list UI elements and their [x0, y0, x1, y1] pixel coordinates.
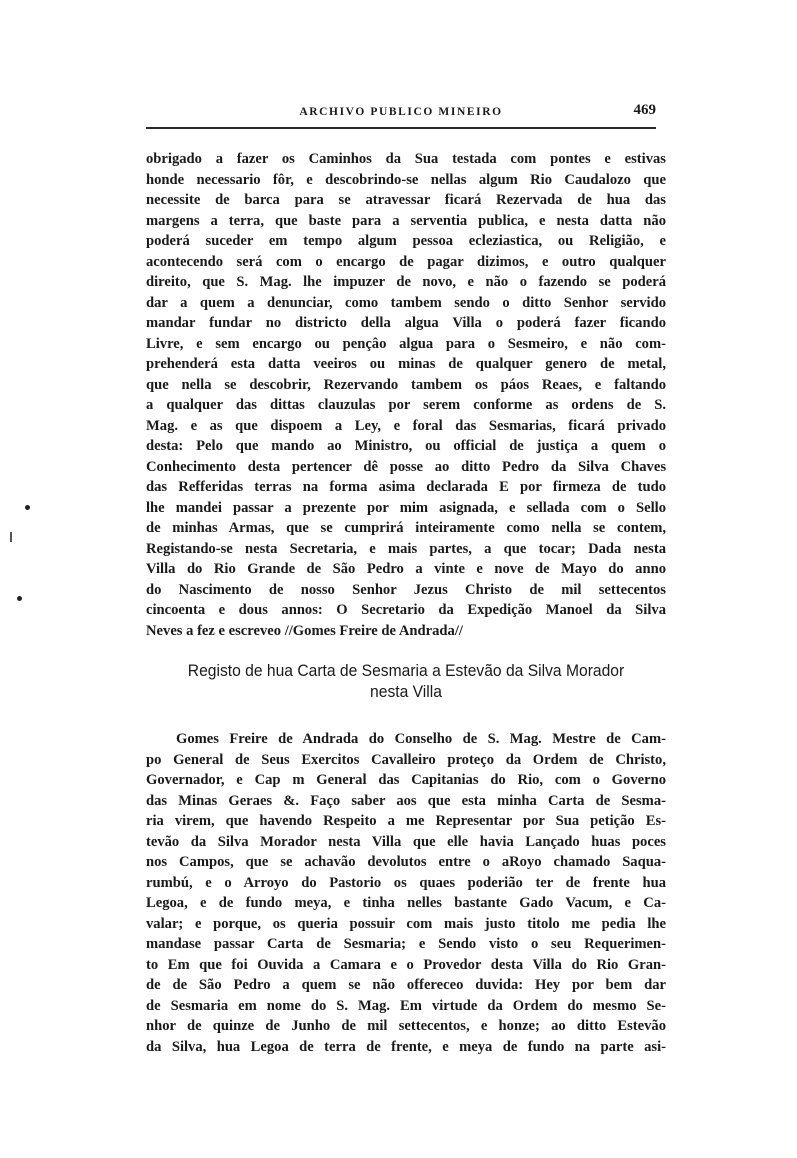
paragraph-2-line: Gomes Freire de Andrada do Conselho de S. Mag. Mestre de Cam- [176, 731, 666, 747]
paragraph-2-line: da Silva, hua Legoa de terra de frente, e meya de fundo na parte asi- [146, 1038, 666, 1055]
margin-speck [17, 596, 22, 601]
paragraph-1-line: lhe mandei passar a prezente por mim asignada, e sellada com o Sello [146, 499, 666, 516]
paragraph-1-line: de minhas Armas, que se cumprirá inteiramente como nella se contem, [146, 520, 666, 536]
paragraph-2-line: to Em que foi Ouvida a Camara e o Provedor desta Villa do Rio Gran- [146, 956, 666, 973]
paragraph-1-line: poderá suceder em tempo algum pessoa ecleziastica, ou Religião, e [146, 233, 666, 249]
header-rule [146, 127, 656, 129]
paragraph-2-line: nhor de quinze de Junho de mil settecentos, e honze; ao ditto Estevão [146, 1018, 666, 1034]
page-number: 469 [633, 102, 656, 118]
paragraph-2-line: Governador, e Cap m General das Capitanias do Rio, com o Governo [146, 772, 666, 788]
paragraph-2-line: ria virem, que havendo Respeito a me Representar por Sua petição Es- [146, 813, 666, 829]
paragraph-2-line: Legoa, e de fundo meya, e tinha nelles bastante Gado Vacum, e Ca- [146, 895, 666, 911]
paragraph-2-line: de de São Pedro a quem se não offereceo duvida: Hey por bem dar [146, 977, 666, 993]
paragraph-1-line: direito, que S. Mag. lhe impuzer de novo, e não o fazendo se poderá [146, 274, 666, 290]
section-title-line: Registo de hua Carta de Sesmaria a Estevão da Silva Morador [187, 661, 625, 680]
paragraph-2 [146, 729, 666, 1057]
paragraph-1-line: Mag. e as que dispoem a Ley, e foral das Sesmarias, ficará privado [146, 417, 666, 434]
paragraph-1-line: prehenderá esta datta veeiros ou minas de qualquer genero de metal, [146, 356, 666, 372]
paragraph-1-line: Livre, e sem encargo ou pençâo algua para o Sesmeiro, e não com- [146, 335, 666, 352]
paragraph-2-line: das Minas Geraes &. Faço saber aos que esta minha Carta de Sesma- [146, 792, 666, 809]
margin-mark [10, 532, 12, 542]
paragraph-1-line: Conhecimento desta pertencer dê posse ao ditto Pedro da Silva Chaves [146, 458, 666, 475]
paragraph-1-line: que nella se descobrir, Rezervando tambem os páos Reaes, e faltando [146, 376, 666, 393]
paragraph-2-line: de Sesmaria em nome do S. Mag. Em virtude da Ordem do mesmo Se- [146, 997, 666, 1014]
paragraph-1-line: das Refferidas terras na forma asima declarada E por firmeza de tudo [146, 479, 666, 495]
paragraph-2-line: valar; e porque, os queria possuir com mais justo titolo me pedia lhe [146, 915, 666, 932]
section-title [167, 660, 645, 702]
paragraph-1-line: mandar fundar no districto della algua Villa o poderá fazer ficando [146, 315, 666, 331]
paragraph-1-line: dar a quem a denunciar, como tambem sendo o ditto Senhor servido [146, 294, 666, 311]
paragraph-1-line: Registando-se nesta Secretaria, e mais partes, a que tocar; Dada nesta [146, 540, 666, 557]
paragraph-2-line: mandase passar Carta de Sesmaria; e Sendo visto o seu Requerimen- [146, 936, 666, 952]
paragraph-2-line: rumbú, e o Arroyo do Pastorio os quaes poderião ter de frente hua [146, 874, 666, 891]
paragraph-2-line: po General de Seus Exercitos Cavalleiro proteço da Ordem de Christo, [146, 751, 666, 768]
paragraph-1-line: desta: Pelo que mando ao Ministro, ou official de justiça a quem o [146, 438, 666, 454]
paragraph-1-line: necessite de barca para se atravessar ficará Rezervada de hua das [146, 192, 666, 208]
paragraph-1-line: a qualquer das dittas clauzulas por serem conforme as ordens de S. [146, 397, 666, 413]
margin-speck [25, 505, 30, 510]
paragraph-1-line: acontecendo será com o encargo de pagar dizimos, e outro qualquer [146, 253, 666, 270]
paragraph-1-line: Villa do Rio Grande de São Pedro a vinte e nove de Mayo do anno [146, 561, 666, 577]
paragraph-2-line: nos Campos, que se achavão devolutos entre o aRoyo chamado Saqua- [146, 854, 666, 870]
paragraph-1-line: do Nascimento de nosso Senhor Jezus Christo de mil settecentos [146, 581, 666, 598]
paragraph-1-line: Neves a fez e escreveo //Gomes Freire de Andrada// [146, 622, 463, 639]
paragraph-1-line: margens a terra, que baste para a serventia publica, e nesta datta não [146, 212, 666, 229]
paragraph-1 [146, 149, 666, 641]
paragraph-1-line: obrigado a fazer os Caminhos da Sua testada com pontes e estivas [146, 151, 666, 167]
paragraph-2-line: tevão da Silva Morador nesta Villa que elle havia Lançado huas poces [146, 833, 666, 850]
running-head [146, 102, 656, 126]
section-title-line: nesta Villa [370, 682, 442, 701]
running-title: ARCHIVO PUBLICO MINEIRO [299, 106, 503, 118]
paragraph-1-line: honde necessario fôr, e descobrindo-se nellas algum Rio Caudalozo que [146, 171, 666, 188]
paragraph-1-line: cincoenta e dous annos: O Secretario da Expedição Manoel da Silva [146, 602, 666, 618]
